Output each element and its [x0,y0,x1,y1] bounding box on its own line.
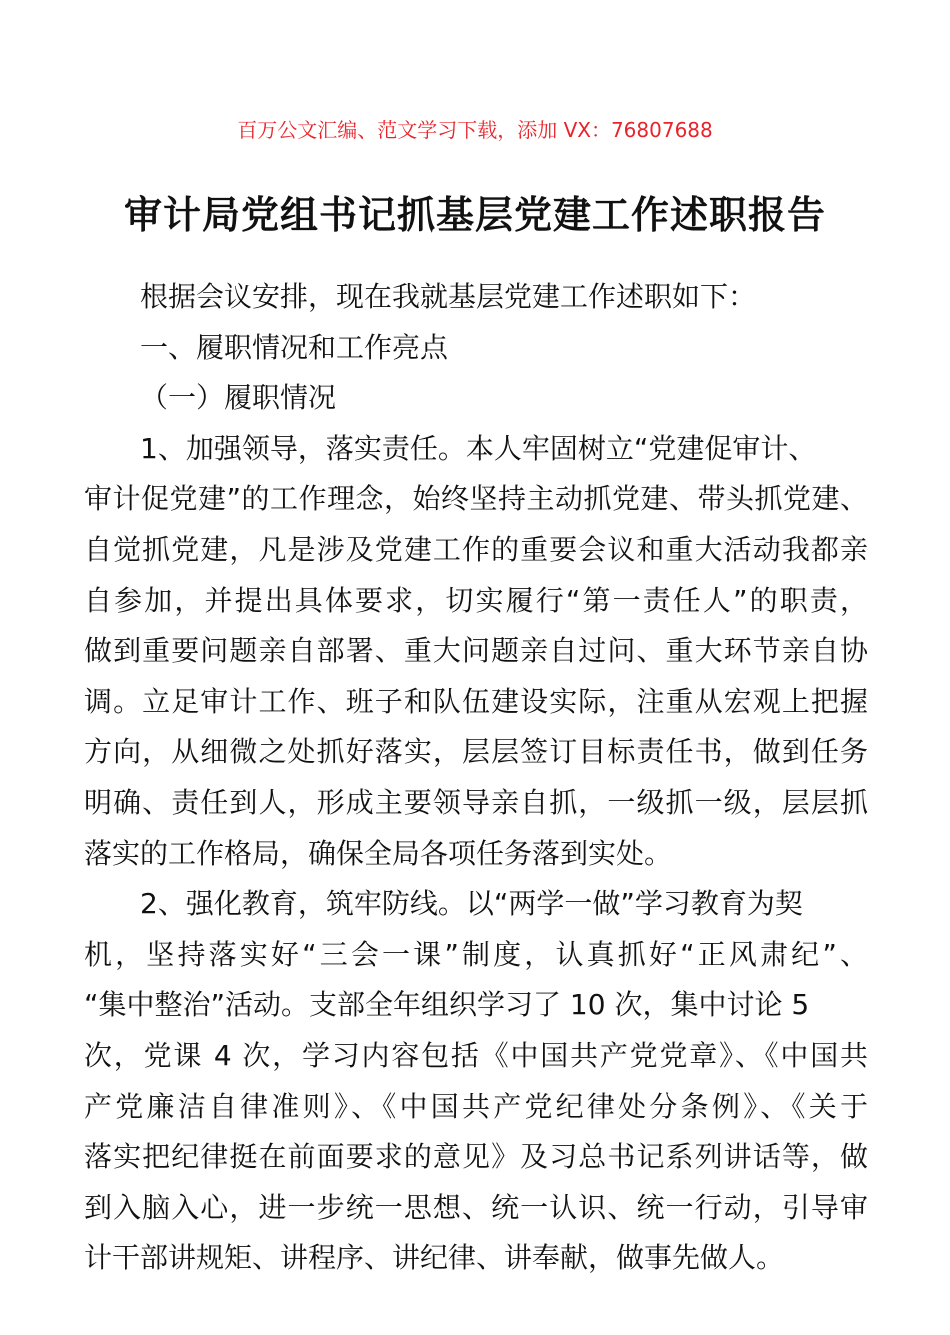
text-line: “集中整治”活动。支部全年组织学习了 10 次，集中讨论 5 [84,988,810,1022]
text-line: 审计促党建”的工作理念，始终坚持主动抓党建、带头抓党建、 [84,482,868,516]
watermark-header: 百万公文汇编、范文学习下载，添加 VX：76807688 [237,118,713,142]
text-line: 到入脑入心，进一步统一思想、统一认识、统一行动，引导审 [84,1190,868,1224]
text-line: 落实把纪律挺在前面要求的意见》及习总书记系列讲话等，做 [84,1140,868,1174]
text-line: 方向，从细微之处抓好落实，层层签订目标责任书，做到任务 [84,735,868,769]
text-line: 机，坚持落实好“三会一课”制度，认真抓好“正风肃纪”、 [84,937,868,971]
text-line: 根据会议安排，现在我就基层党建工作述职如下： [140,280,757,313]
text-line: 落实的工作格局，确保全局各项任务落到实处。 [84,836,673,870]
text-line: 做到重要问题亲自部署、重大问题亲自过问、重大环节亲自协 [84,634,868,668]
text-line: 调。立足审计工作、班子和队伍建设实际，注重从宏观上把握 [84,684,868,718]
text-line: 计干部讲规矩、讲程序、讲纪律、讲奉献，做事先做人。 [84,1241,785,1275]
text-line: 自参加，并提出具体要求，切实履行“第一责任人”的职责， [84,583,868,617]
text-line: 自觉抓党建，凡是涉及党建工作的重要会议和重大活动我都亲 [84,533,868,566]
text-line: 明确、责任到人，形成主要领导亲自抓，一级抓一级，层层抓 [84,786,868,819]
text-line: 次，党课 4 次，学习内容包括《中国共产党党章》、《中国共 [84,1039,868,1072]
document-title: 审计局党组书记抓基层党建工作述职报告 [123,193,826,237]
text-line: 1、加强领导，落实责任。本人牢固树立“党建促审计、 [140,431,817,465]
text-line: （一）履职情况 [140,381,337,415]
text-line: 产党廉洁自律准则》、《中国共产党纪律处分条例》、《关于 [84,1089,868,1123]
text-line: 2、强化教育，筑牢防线。以“两学一做”学习教育为契 [140,887,803,921]
text-line: 一、履职情况和工作亮点 [140,330,449,364]
